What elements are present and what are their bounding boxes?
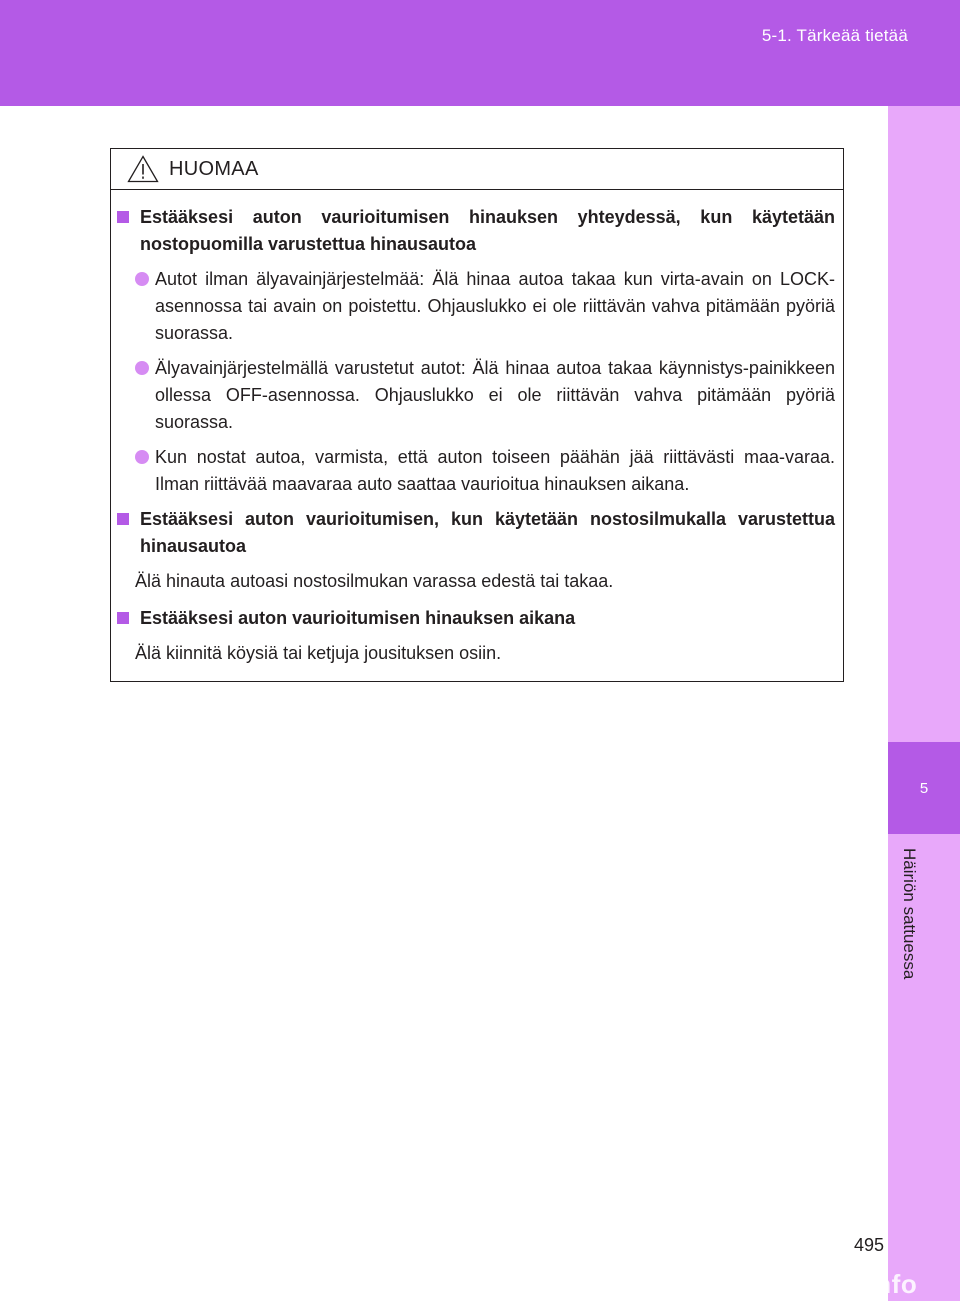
side-tab-upper xyxy=(888,106,960,742)
list-item: Kun nostat autoa, varmista, että auton toiseen päähän jää riittävästi maa-varaa. Ilman riittävää maavaraa auto saattaa vaurioitua hinauksen aikana. xyxy=(111,444,835,498)
section-title: 5-1. Tärkeää tietää xyxy=(761,26,908,45)
square-bullet-icon xyxy=(117,612,129,624)
warning-triangle-icon xyxy=(127,155,159,183)
chapter-number: 5 xyxy=(888,742,960,834)
chapter-label: Häiriön sattuessa xyxy=(900,848,919,980)
header-bar xyxy=(0,0,960,106)
notice-title: HUOMAA xyxy=(169,157,259,180)
section-text: Älä hinauta autoasi nostosilmukan varassa edestä tai takaa. xyxy=(135,571,614,591)
section-text: Älä kiinnitä köysiä tai ketjuja jousituksen osiin. xyxy=(135,643,502,663)
list-item: Älyavainjärjestelmällä varustetut autot: Älä hinaa autoa takaa käynnistys-painikkeen ollessa OFF-asennossa. Ohjauslukko ei ole riittävän vahva pitämään pyöriä suorassa. xyxy=(111,355,835,436)
notice-header xyxy=(111,149,843,190)
circle-bullet-icon xyxy=(135,361,149,375)
circle-bullet-icon xyxy=(135,450,149,464)
section-heading: Estääksesi auton vaurioitumisen, kun käytetään nostosilmukalla varustettua hinausautoa xyxy=(111,506,835,560)
circle-bullet-icon xyxy=(135,272,149,286)
square-bullet-icon xyxy=(117,513,129,525)
watermark: carmanualsonline.info xyxy=(630,1269,918,1299)
notice-body xyxy=(111,190,843,667)
notice-box xyxy=(110,148,844,682)
section-heading: Estääksesi auton vaurioitumisen hinauksen yhteydessä, kun käytetään nostopuomilla varustettua hinausautoa xyxy=(111,204,835,258)
square-bullet-icon xyxy=(117,211,129,223)
list-item: Autot ilman älyavainjärjestelmää: Älä hinaa autoa takaa kun virta-avain on LOCK-asennossa tai avain on poistettu. Ohjauslukko ei ole riittävän vahva pitämään pyöriä suorassa. xyxy=(111,266,835,347)
section-heading: Estääksesi auton vaurioitumisen hinauksen aikana xyxy=(111,605,835,632)
page-number: 495 xyxy=(853,1235,884,1255)
